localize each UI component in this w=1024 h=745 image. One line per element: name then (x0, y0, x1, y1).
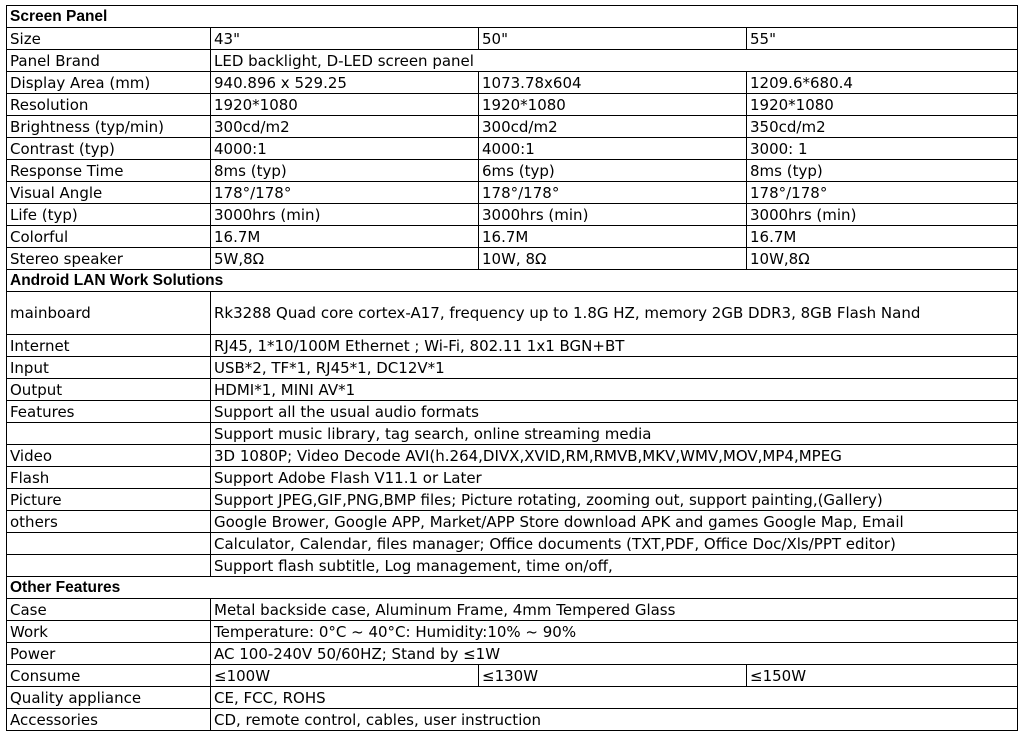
table-row (7, 94, 1018, 116)
table-row (7, 621, 1018, 643)
spec-label-cell: Video (7, 445, 211, 467)
spec-label-cell: Quality appliance (7, 687, 211, 709)
spec-value-cell: 3000hrs (min) (747, 204, 1018, 226)
spec-value-cell: USB*2, TF*1, RJ45*1, DC12V*1 (211, 357, 1018, 379)
table-row (7, 116, 1018, 138)
spec-value-cell: 10W, 8Ω (479, 248, 747, 270)
spec-label-cell: Panel Brand (7, 50, 211, 72)
section-heading: Android LAN Work Solutions (7, 270, 1018, 292)
section-header-row (7, 577, 1018, 599)
spec-value-cell: 178°/178° (211, 182, 479, 204)
spec-value-cell: CE, FCC, ROHS (211, 687, 1018, 709)
spec-value-cell: 300cd/m2 (211, 116, 479, 138)
spec-value-cell: LED backlight, D-LED screen panel (211, 50, 1018, 72)
spec-label-cell: Output (7, 379, 211, 401)
spec-value-cell: ≤130W (479, 665, 747, 687)
spec-value-cell: Calculator, Calendar, files manager; Office documents (TXT,PDF, Office Doc/Xls/PPT editor) (211, 533, 1018, 555)
spec-label-cell: Brightness (typ/min) (7, 116, 211, 138)
table-row (7, 357, 1018, 379)
spec-value-cell: 3000: 1 (747, 138, 1018, 160)
table-row (7, 599, 1018, 621)
table-row (7, 423, 1018, 445)
spec-value-cell: 940.896 x 529.25 (211, 72, 479, 94)
spec-label-cell: Size (7, 28, 211, 50)
spec-value-cell: Rk3288 Quad core cortex-A17, frequency up to 1.8G HZ, memory 2GB DDR3, 8GB Flash Nand (211, 292, 1018, 335)
spec-value-cell: 6ms (typ) (479, 160, 747, 182)
spec-label-cell (7, 423, 211, 445)
table-row (7, 643, 1018, 665)
table-row (7, 226, 1018, 248)
spec-value-cell: AC 100-240V 50/60HZ; Stand by ≤1W (211, 643, 1018, 665)
spec-value-cell: 300cd/m2 (479, 116, 747, 138)
spec-value-cell: 3000hrs (min) (479, 204, 747, 226)
section-heading: Screen Panel (7, 6, 1018, 28)
spec-value-cell: 3D 1080P; Video Decode AVI(h.264,DIVX,XVID,RM,RMVB,MKV,WMV,MOV,MP4,MPEG (211, 445, 1018, 467)
spec-label-cell: Contrast (typ) (7, 138, 211, 160)
spec-value-cell: Temperature: 0°C ~ 40°C: Humidity:10% ~ 90% (211, 621, 1018, 643)
spec-value-cell: 10W,8Ω (747, 248, 1018, 270)
spec-value-cell: Support JPEG,GIF,PNG,BMP files; Picture rotating, zooming out, support painting,(Gallery) (211, 489, 1018, 511)
spec-label-cell: Power (7, 643, 211, 665)
section-header-row (7, 270, 1018, 292)
spec-table-body (7, 6, 1018, 731)
spec-label-cell: Stereo speaker (7, 248, 211, 270)
spec-value-cell: Metal backside case, Aluminum Frame, 4mm Tempered Glass (211, 599, 1018, 621)
spec-value-cell: 1920*1080 (479, 94, 747, 116)
table-row (7, 50, 1018, 72)
spec-value-cell: 1073.78x604 (479, 72, 747, 94)
spec-value-cell: 4000:1 (479, 138, 747, 160)
table-row (7, 204, 1018, 226)
spec-label-cell: Case (7, 599, 211, 621)
spec-value-cell: ≤150W (747, 665, 1018, 687)
section-header-row (7, 6, 1018, 28)
table-row (7, 511, 1018, 533)
table-row (7, 292, 1018, 335)
spec-label-cell: Life (typ) (7, 204, 211, 226)
table-row (7, 489, 1018, 511)
spec-label-cell: Input (7, 357, 211, 379)
spec-table (6, 5, 1018, 731)
spec-value-cell: 1920*1080 (747, 94, 1018, 116)
spec-value-cell: 5W,8Ω (211, 248, 479, 270)
spec-label-cell: Response Time (7, 160, 211, 182)
table-row (7, 72, 1018, 94)
spec-value-cell: 55" (747, 28, 1018, 50)
table-row (7, 533, 1018, 555)
table-row (7, 160, 1018, 182)
spec-value-cell: CD, remote control, cables, user instruction (211, 709, 1018, 731)
spec-label-cell (7, 533, 211, 555)
spec-value-cell: 8ms (typ) (747, 160, 1018, 182)
spec-label-cell: Visual Angle (7, 182, 211, 204)
table-row (7, 709, 1018, 731)
spec-value-cell: ≤100W (211, 665, 479, 687)
spec-value-cell: 16.7M (211, 226, 479, 248)
table-row (7, 555, 1018, 577)
spec-value-cell: 16.7M (747, 226, 1018, 248)
table-row (7, 335, 1018, 357)
spec-label-cell: Picture (7, 489, 211, 511)
spec-value-cell: 16.7M (479, 226, 747, 248)
spec-value-cell: 3000hrs (min) (211, 204, 479, 226)
spec-value-cell: 178°/178° (479, 182, 747, 204)
spec-value-cell: Support Adobe Flash V11.1 or Later (211, 467, 1018, 489)
spec-value-cell: Google Brower, Google APP, Market/APP Store download APK and games Google Map, Email (211, 511, 1018, 533)
table-row (7, 665, 1018, 687)
table-row (7, 379, 1018, 401)
spec-value-cell: 1920*1080 (211, 94, 479, 116)
spec-label-cell: Internet (7, 335, 211, 357)
table-row (7, 401, 1018, 423)
spec-value-cell: 43" (211, 28, 479, 50)
spec-value-cell: 8ms (typ) (211, 160, 479, 182)
spec-value-cell: HDMI*1, MINI AV*1 (211, 379, 1018, 401)
table-row (7, 28, 1018, 50)
spec-value-cell: 50" (479, 28, 747, 50)
spec-label-cell: Features (7, 401, 211, 423)
table-row (7, 182, 1018, 204)
spec-value-cell: 178°/178° (747, 182, 1018, 204)
spec-label-cell: others (7, 511, 211, 533)
spec-label-cell: Accessories (7, 709, 211, 731)
spec-label-cell: Display Area (mm) (7, 72, 211, 94)
spec-value-cell: Support flash subtitle, Log management, time on/off, (211, 555, 1018, 577)
spec-label-cell: Consume (7, 665, 211, 687)
spec-label-cell (7, 555, 211, 577)
spec-value-cell: 1209.6*680.4 (747, 72, 1018, 94)
spec-value-cell: Support music library, tag search, online streaming media (211, 423, 1018, 445)
table-row (7, 687, 1018, 709)
spec-label-cell: Flash (7, 467, 211, 489)
table-row (7, 467, 1018, 489)
section-heading: Other Features (7, 577, 1018, 599)
spec-value-cell: Support all the usual audio formats (211, 401, 1018, 423)
spec-label-cell: Resolution (7, 94, 211, 116)
spec-label-cell: Colorful (7, 226, 211, 248)
spec-label-cell: mainboard (7, 292, 211, 335)
spec-value-cell: 350cd/m2 (747, 116, 1018, 138)
table-row (7, 445, 1018, 467)
table-row (7, 138, 1018, 160)
spec-value-cell: RJ45, 1*10/100M Ethernet ; Wi-Fi, 802.11 1x1 BGN+BT (211, 335, 1018, 357)
spec-value-cell: 4000:1 (211, 138, 479, 160)
spec-label-cell: Work (7, 621, 211, 643)
table-row (7, 248, 1018, 270)
